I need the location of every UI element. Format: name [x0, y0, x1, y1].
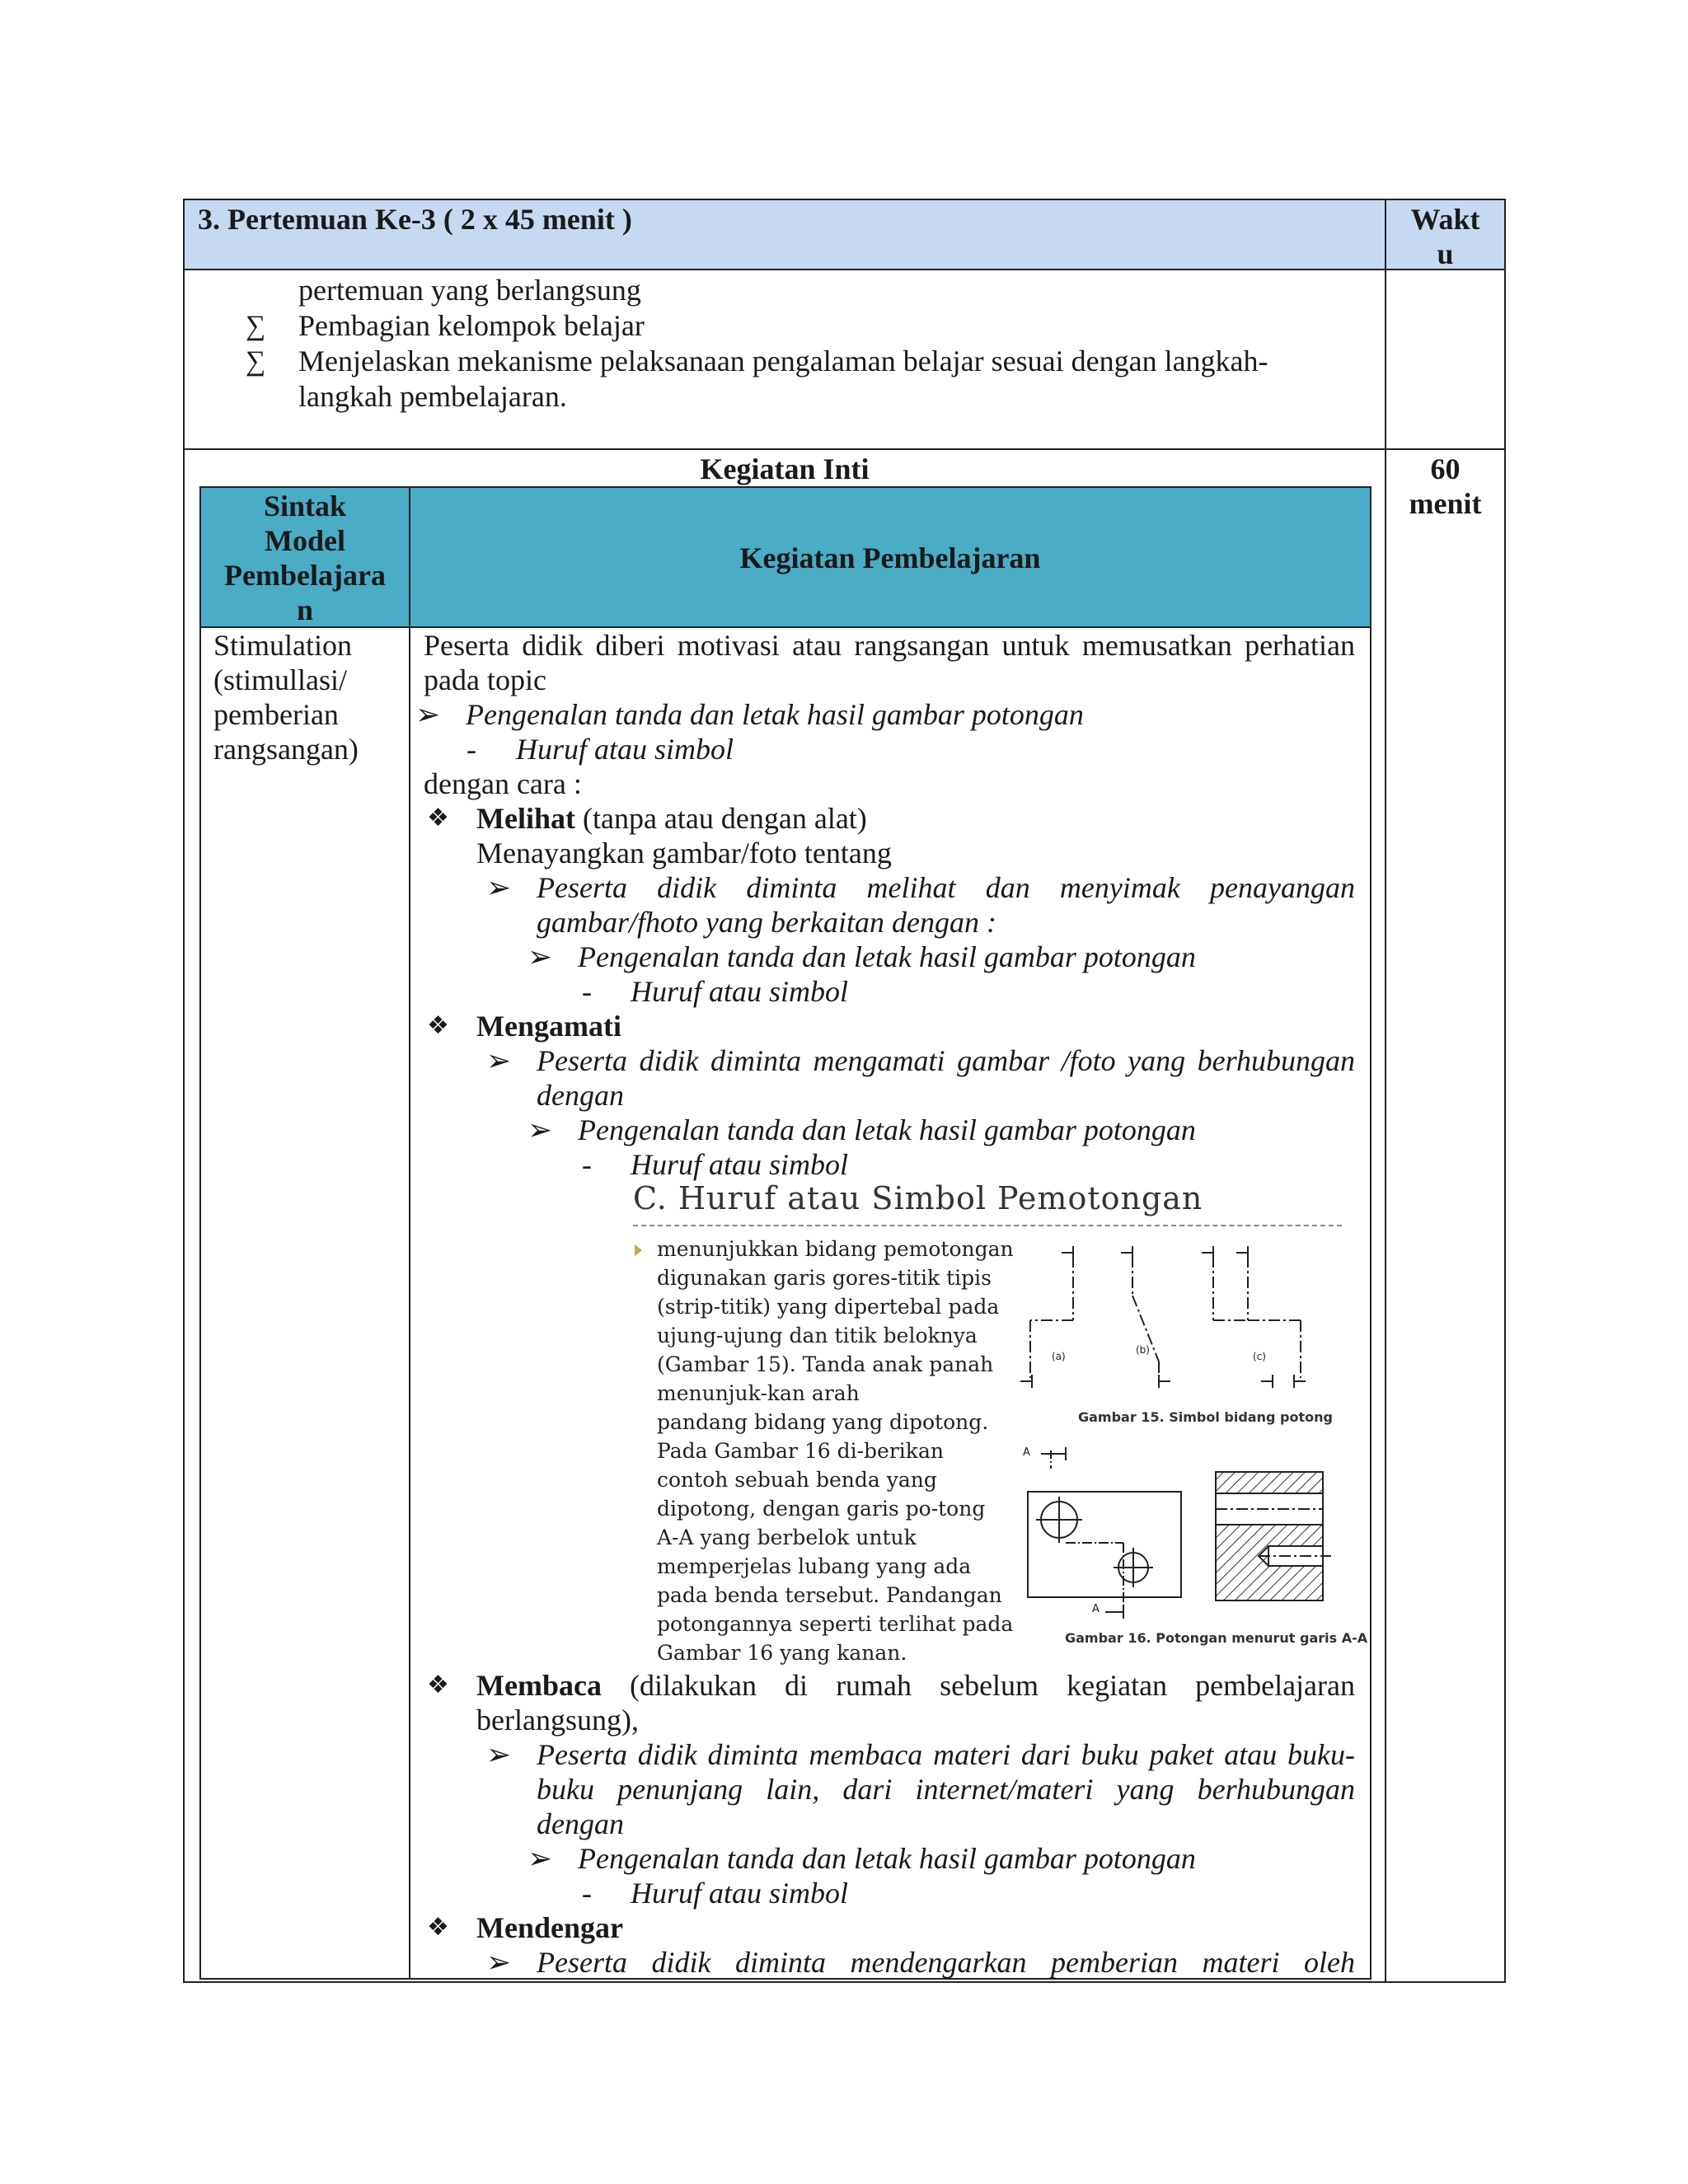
- figure-text-line: Pada Gambar 16 di-berikan: [657, 1439, 944, 1463]
- section-symbol-drawing: [1014, 1238, 1335, 1411]
- mengamati-instruction: Peserta didik diminta mengamati gambar /foto yang berhubungan: [537, 1044, 1355, 1077]
- figure-text-line: (Gambar 15). Tanda anak panah: [657, 1352, 994, 1376]
- figure-text-line: (strip-titik) yang dipertebal pada: [657, 1295, 1000, 1319]
- label-c: (c): [1253, 1351, 1266, 1362]
- membaca-label: Membaca: [476, 1669, 602, 1702]
- caption-gambar-15: Gambar 15. Simbol bidang potong: [1078, 1409, 1333, 1425]
- section-letter-top: A: [1023, 1446, 1030, 1459]
- membaca-instruction-cont-2: dengan: [537, 1807, 624, 1840]
- sintak-header: Sintak: [263, 490, 347, 523]
- membaca-rest-cont: berlangsung),: [476, 1704, 639, 1736]
- dengan-cara-text: dengan cara :: [424, 767, 582, 800]
- topic-item: Pengenalan tanda dan letak hasil gambar potongan: [578, 1113, 1196, 1146]
- caption-gambar-16: Gambar 16. Potongan menurut garis A-A: [1065, 1630, 1368, 1646]
- subtopic-item: Huruf atau simbol: [631, 1148, 849, 1181]
- figure-text-line: pada benda tersebut. Pandangan: [657, 1583, 1002, 1607]
- sintak-stage: pemberian: [213, 698, 339, 731]
- subtopic-item: Huruf atau simbol: [516, 733, 734, 766]
- section-letter-bottom: A: [1092, 1603, 1100, 1615]
- figure-text-line: menunjukkan bidang pemotongan: [657, 1237, 1014, 1261]
- waktu-header: Wakt: [1410, 203, 1480, 236]
- figure-title-rule: [633, 1225, 1342, 1226]
- subtopic-item: Huruf atau simbol: [631, 1877, 849, 1910]
- pendahuluan-bullet-1: Pembagian kelompok belajar: [298, 309, 645, 342]
- outer-border-top: [183, 199, 1506, 200]
- mendengar-instruction: Peserta didik diminta mendengarkan pemberian materi oleh: [537, 1946, 1355, 1979]
- mengamati-instruction-cont: dengan: [537, 1079, 624, 1112]
- figure-text-line: A-A yang berbelok untuk: [657, 1526, 917, 1549]
- outer-border-right: [1504, 199, 1506, 1983]
- figure-title: C. Huruf atau Simbol Pemotongan: [633, 1180, 1203, 1216]
- dash-bullet-icon: -: [582, 1148, 592, 1181]
- diamond-bullet-icon: ❖: [427, 1913, 449, 1942]
- arrow-bullet-icon: ➢: [528, 1842, 553, 1875]
- melihat-instruction-cont: gambar/fhoto yang berkaitan dengan :: [537, 906, 996, 939]
- mendengar-label: Mendengar: [476, 1911, 623, 1944]
- topic-item: Pengenalan tanda dan letak hasil gambar potongan: [578, 940, 1196, 973]
- mengamati-label: Mengamati: [476, 1010, 621, 1043]
- membaca-instruction: Peserta didik diminta membaca materi dari buku paket atau buku-: [537, 1738, 1355, 1771]
- figure-huruf-simbol: [626, 1180, 1368, 1666]
- melihat-instruction: Peserta didik diminta melihat dan menyimak penayangan: [537, 871, 1355, 904]
- intro-text: Peserta didik diberi motivasi atau rangsangan untuk memusatkan perhatian: [424, 629, 1355, 662]
- inner-border-top: [199, 486, 1372, 488]
- subtopic-item: Huruf atau simbol: [631, 975, 849, 1008]
- sintak-stage: Stimulation: [213, 629, 353, 662]
- pendahuluan-bullet-2: Menjelaskan mekanisme pelaksanaan pengalaman belajar sesuai dengan langkah-: [298, 344, 1268, 377]
- membaca-instruction-cont: buku penunjang lain, dari internet/materi yang berhubungan: [537, 1773, 1355, 1806]
- bullet-triangle-icon: [635, 1244, 642, 1256]
- figure-text-line: digunakan garis gores-titik tipis: [657, 1266, 992, 1290]
- page-title: 3. Pertemuan Ke-3 ( 2 x 45 menit ): [198, 203, 632, 236]
- figure-text-line: Gambar 16 yang kanan.: [657, 1641, 907, 1665]
- inner-border-right: [1370, 486, 1372, 1980]
- melihat-rest: (tanpa atau dengan alat): [574, 802, 867, 835]
- figure-text-line: ujung-ujung dan titik beloknya: [657, 1324, 978, 1347]
- figure-text-line: dipotong, dengan garis po-tong: [657, 1497, 986, 1521]
- kegiatan-pembelajaran-header: Kegiatan Pembelajaran: [739, 541, 1041, 574]
- pendahuluan-cont: pertemuan yang berlangsung: [298, 274, 641, 307]
- figure-text-line: memperjelas lubang yang ada: [657, 1554, 972, 1578]
- intro-text-cont: pada topic: [424, 663, 546, 696]
- melihat-description: Menayangkan gambar/foto tentang: [476, 837, 892, 869]
- label-b: (b): [1136, 1344, 1150, 1356]
- diamond-bullet-icon: ❖: [427, 1011, 449, 1040]
- section-view-drawing: [1018, 1444, 1343, 1621]
- figure-text-line: menunjuk-kan arah: [657, 1381, 860, 1405]
- section-divider: [183, 448, 1506, 450]
- inner-column-divider: [409, 486, 410, 1980]
- outer-border-bottom: [183, 1981, 1506, 1983]
- sigma-bullet-icon: ∑: [246, 311, 266, 341]
- dash-bullet-icon: -: [582, 1877, 592, 1910]
- melihat-item: [476, 801, 867, 836]
- label-a: (a): [1052, 1351, 1066, 1362]
- arrow-bullet-icon: ➢: [415, 698, 441, 731]
- topic-item: Pengenalan tanda dan letak hasil gambar potongan: [578, 1842, 1196, 1875]
- membaca-rest: (dilakukan di rumah sebelum kegiatan pembelajaran: [630, 1669, 1355, 1702]
- sigma-bullet-icon: ∑: [246, 346, 266, 377]
- arrow-bullet-icon: ➢: [486, 871, 512, 904]
- sintak-stage: rangsangan): [213, 733, 359, 766]
- melihat-label: Melihat: [476, 802, 575, 835]
- dash-bullet-icon: -: [467, 733, 476, 766]
- sintak-header: n: [296, 593, 314, 626]
- figure-text-line: potongannya seperti terlihat pada: [657, 1612, 1014, 1636]
- inner-border-left: [199, 486, 201, 1980]
- time-allocation: 60: [1430, 452, 1461, 485]
- waktu-header-cont: u: [1437, 237, 1454, 270]
- sintak-header: Model: [265, 524, 345, 557]
- diamond-bullet-icon: ❖: [427, 804, 449, 832]
- arrow-bullet-icon: ➢: [486, 1946, 512, 1979]
- time-allocation-unit: menit: [1409, 487, 1482, 520]
- figure-text-line: pandang bidang yang dipotong.: [657, 1410, 989, 1434]
- figure-text-line: contoh sebuah benda yang: [657, 1468, 937, 1492]
- diamond-bullet-icon: ❖: [427, 1671, 449, 1699]
- topic-item: Pengenalan tanda dan letak hasil gambar potongan: [466, 698, 1084, 731]
- arrow-bullet-icon: ➢: [486, 1738, 512, 1771]
- sintak-stage: (stimullasi/: [213, 663, 347, 696]
- arrow-bullet-icon: ➢: [528, 1113, 553, 1146]
- pendahuluan-bullet-2-cont: langkah pembelajaran.: [298, 380, 567, 413]
- arrow-bullet-icon: ➢: [528, 940, 553, 973]
- sintak-header: Pembelajara: [224, 559, 386, 592]
- arrow-bullet-icon: ➢: [486, 1044, 512, 1077]
- dash-bullet-icon: -: [582, 975, 592, 1008]
- kegiatan-inti-title: Kegiatan Inti: [700, 452, 870, 485]
- header-row-divider: [183, 269, 1506, 270]
